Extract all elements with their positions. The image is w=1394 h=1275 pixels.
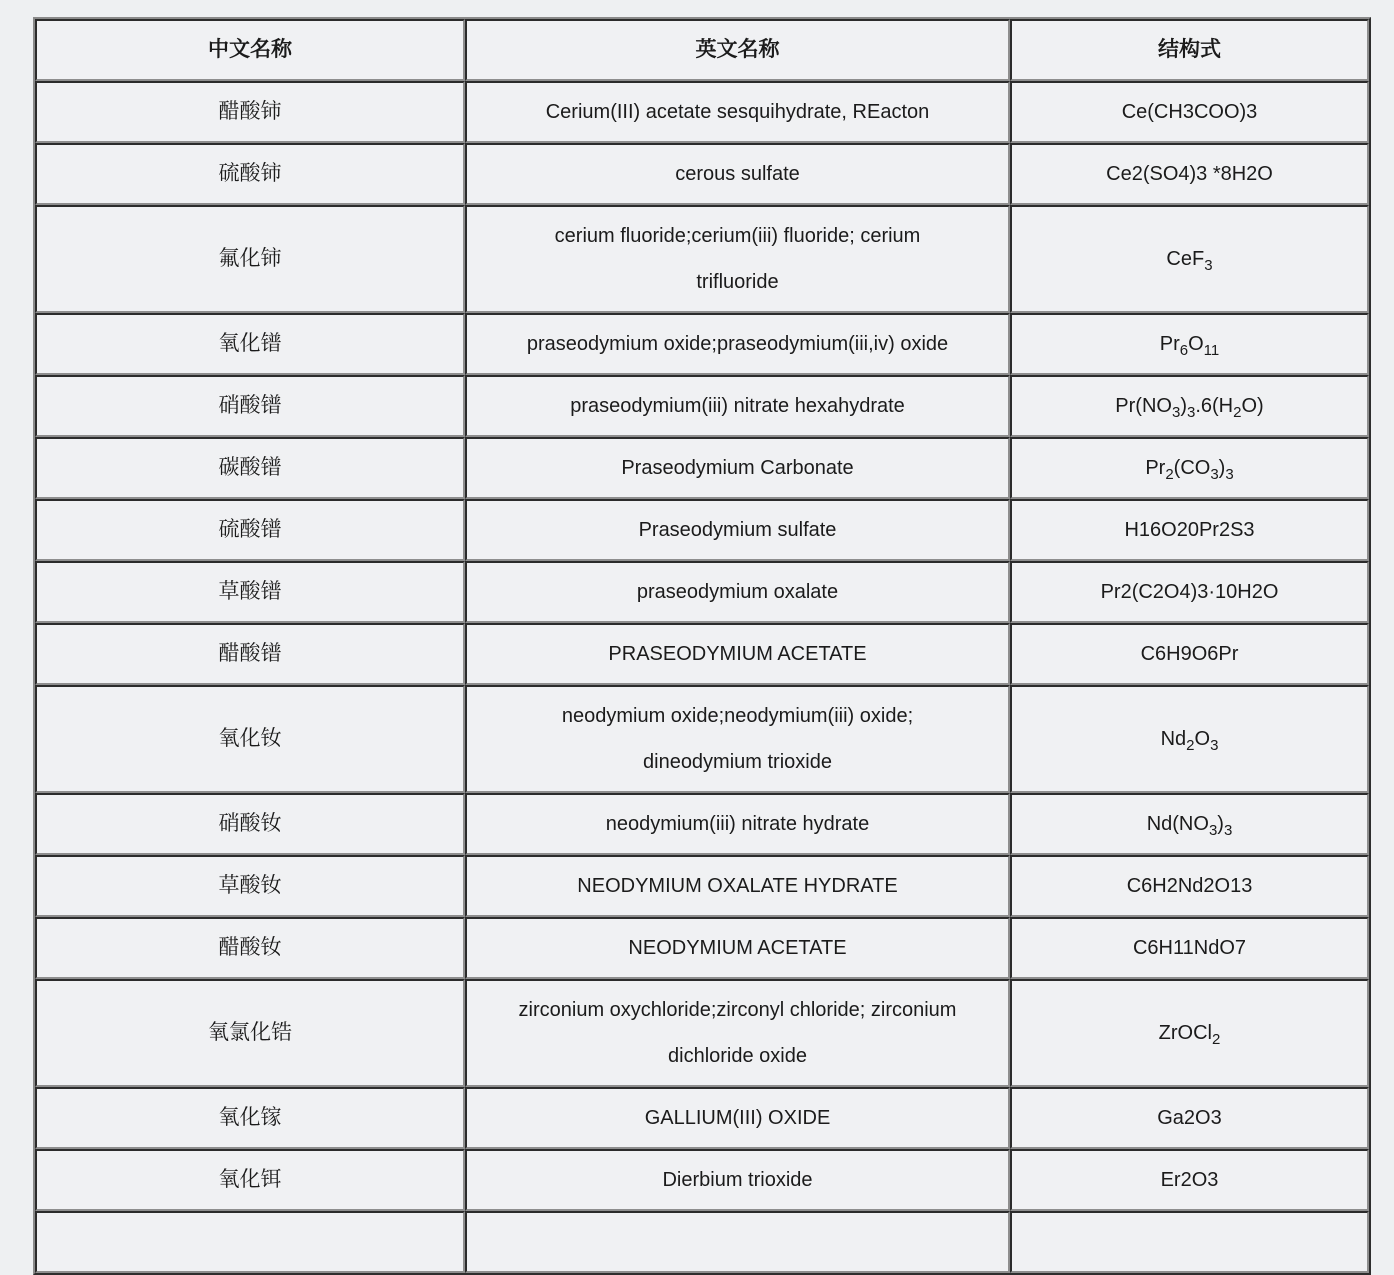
table-row (35, 375, 1369, 437)
chinese-name-cell: 草酸镨 (35, 561, 465, 623)
table-row (35, 143, 1369, 205)
english-name-cell: praseodymium oxide;praseodymium(iii,iv) oxide (465, 313, 1010, 375)
english-name-cell: zirconium oxychloride;zirconyl chloride; zirconium dichloride oxide (465, 979, 1010, 1087)
english-name-cell: praseodymium(iii) nitrate hexahydrate (465, 375, 1010, 437)
chemical-compounds-table (33, 17, 1371, 1275)
chinese-name-cell: 氧化铒 (35, 1149, 465, 1211)
english-name-cell (465, 1211, 1010, 1273)
chinese-name-cell: 氧氯化锆 (35, 979, 465, 1087)
formula-cell: Ga2O3 (1010, 1087, 1369, 1149)
table-row (35, 437, 1369, 499)
header-english-name: 英文名称 (465, 19, 1010, 81)
header-row (35, 19, 1369, 81)
chinese-name-cell: 醋酸铈 (35, 81, 465, 143)
table-row (35, 685, 1369, 793)
chinese-name-cell: 草酸钕 (35, 855, 465, 917)
english-name-cell: cerous sulfate (465, 143, 1010, 205)
formula-cell: Ce2(SO4)3 *8H2O (1010, 143, 1369, 205)
partial-cutoff-row (35, 1211, 1369, 1273)
chinese-name-cell: 氧化钕 (35, 685, 465, 793)
formula-cell: $Nd(NO_3)_3$ (1010, 793, 1369, 855)
english-name-cell: NEODYMIUM OXALATE HYDRATE (465, 855, 1010, 917)
chinese-name-cell: 硫酸镨 (35, 499, 465, 561)
table-row (35, 1149, 1369, 1211)
chinese-name-cell: 氧化镓 (35, 1087, 465, 1149)
chinese-name-cell (35, 1211, 465, 1273)
english-name-cell: neodymium oxide;neodymium(iii) oxide; dineodymium trioxide (465, 685, 1010, 793)
formula-cell: CeF$_3$ (1010, 205, 1369, 313)
formula-cell: Pr2(C2O4)3·10H2O (1010, 561, 1369, 623)
table-row (35, 1087, 1369, 1149)
chinese-name-cell: 氧化镨 (35, 313, 465, 375)
formula-cell (1010, 1211, 1369, 1273)
table-row (35, 855, 1369, 917)
formula-cell: Ce(CH3COO)3 (1010, 81, 1369, 143)
formula-cell: $Pr_6O_{11}$ (1010, 313, 1369, 375)
table-row (35, 205, 1369, 313)
english-name-cell: PRASEODYMIUM ACETATE (465, 623, 1010, 685)
formula-cell: $Pr(NO_3)_3.6(H_2O)$ (1010, 375, 1369, 437)
table-row (35, 623, 1369, 685)
chinese-name-cell: 醋酸镨 (35, 623, 465, 685)
formula-cell: $Nd_2O_3$ (1010, 685, 1369, 793)
chinese-name-cell: 硝酸钕 (35, 793, 465, 855)
english-name-cell: praseodymium oxalate (465, 561, 1010, 623)
formula-cell: $Pr_2(CO_3)_3$ (1010, 437, 1369, 499)
header-structural-formula: 结构式 (1010, 19, 1369, 81)
english-name-cell: Praseodymium Carbonate (465, 437, 1010, 499)
formula-cell: H16O20Pr2S3 (1010, 499, 1369, 561)
chinese-name-cell: 氟化铈 (35, 205, 465, 313)
formula-cell: Er2O3 (1010, 1149, 1369, 1211)
formula-cell: C6H9O6Pr (1010, 623, 1369, 685)
english-name-cell: cerium fluoride;cerium(iii) fluoride; cerium trifluoride (465, 205, 1010, 313)
table-row (35, 561, 1369, 623)
table-row (35, 81, 1369, 143)
english-name-cell: Cerium(III) acetate sesquihydrate, REacton (465, 81, 1010, 143)
table-row (35, 793, 1369, 855)
table-row (35, 979, 1369, 1087)
formula-cell: C6H2Nd2O13 (1010, 855, 1369, 917)
english-name-cell: neodymium(iii) nitrate hydrate (465, 793, 1010, 855)
table-row (35, 499, 1369, 561)
english-name-cell: GALLIUM(III) OXIDE (465, 1087, 1010, 1149)
table-row (35, 917, 1369, 979)
english-name-cell: Dierbium trioxide (465, 1149, 1010, 1211)
english-name-cell: NEODYMIUM ACETATE (465, 917, 1010, 979)
chinese-name-cell: 硝酸镨 (35, 375, 465, 437)
english-name-cell: Praseodymium sulfate (465, 499, 1010, 561)
table-row (35, 313, 1369, 375)
chinese-name-cell: 硫酸铈 (35, 143, 465, 205)
chinese-name-cell: 醋酸钕 (35, 917, 465, 979)
header-chinese-name: 中文名称 (35, 19, 465, 81)
chinese-name-cell: 碳酸镨 (35, 437, 465, 499)
formula-cell: C6H11NdO7 (1010, 917, 1369, 979)
table-body (35, 81, 1369, 1273)
formula-cell: ZrOCl$_2$ (1010, 979, 1369, 1087)
